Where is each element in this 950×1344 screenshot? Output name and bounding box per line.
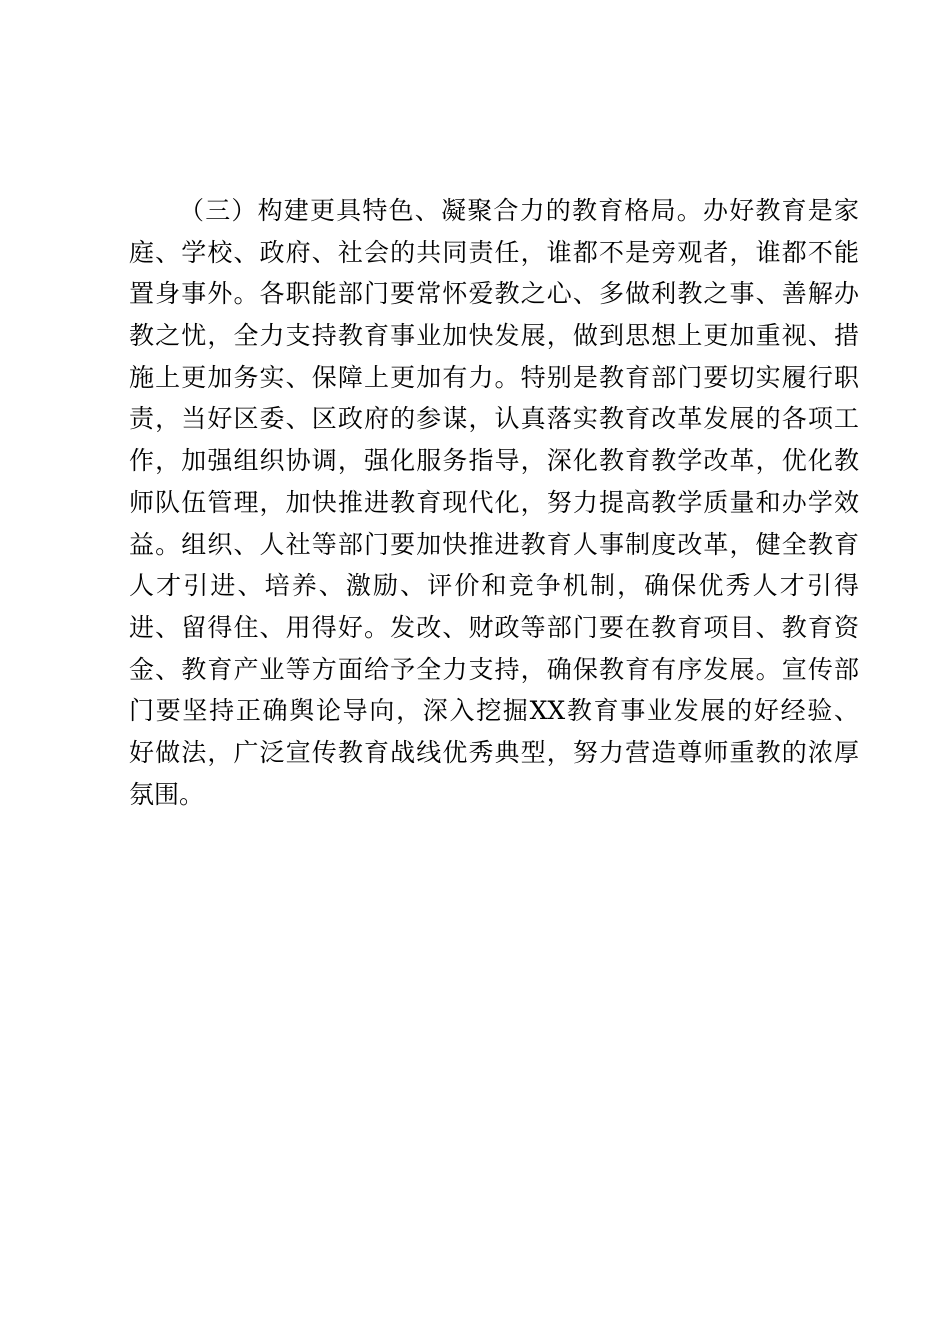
paragraph-line: 氛围。: [129, 779, 205, 809]
paragraph-line: 置身事外。各职能部门要常怀爱教之心、多做利教之事、善解办: [129, 279, 859, 309]
paragraph-line: 门要坚持正确舆论导向，深入挖掘XX教育事业发展的好经验、: [129, 696, 859, 726]
paragraph-line: 作，加强组织协调，强化服务指导，深化教育教学改革，优化教: [129, 446, 859, 476]
paragraph-line: 进、留得住、用得好。发改、财政等部门要在教育项目、教育资: [129, 612, 859, 642]
paragraph-line: 人才引进、培养、激励、评价和竞争机制，确保优秀人才引得: [129, 571, 859, 601]
paragraph-line: （三）构建更具特色、凝聚合力的教育格局。办好教育是家: [179, 196, 859, 225]
paragraph-line: 金、教育产业等方面给予全力支持，确保教育有序发展。宣传部: [129, 654, 859, 684]
paragraph-line: 施上更加务实、保障上更加有力。特别是教育部门要切实履行职: [129, 362, 859, 392]
paragraph-line: 益。组织、人社等部门要加快推进教育人事制度改革，健全教育: [129, 529, 859, 559]
body-paragraph: [129, 190, 859, 815]
paragraph-line: 好做法，广泛宣传教育战线优秀典型，努力营造尊师重教的浓厚: [129, 737, 859, 767]
paragraph-line: 教之忧，全力支持教育事业加快发展，做到思想上更加重视、措: [129, 321, 859, 351]
paragraph-line: 庭、学校、政府、社会的共同责任，谁都不是旁观者，谁都不能: [129, 237, 859, 267]
paragraph-line: 责，当好区委、区政府的参谋，认真落实教育改革发展的各项工: [129, 404, 859, 434]
paragraph-line: 师队伍管理，加快推进教育现代化，努力提高教学质量和办学效: [129, 487, 859, 517]
